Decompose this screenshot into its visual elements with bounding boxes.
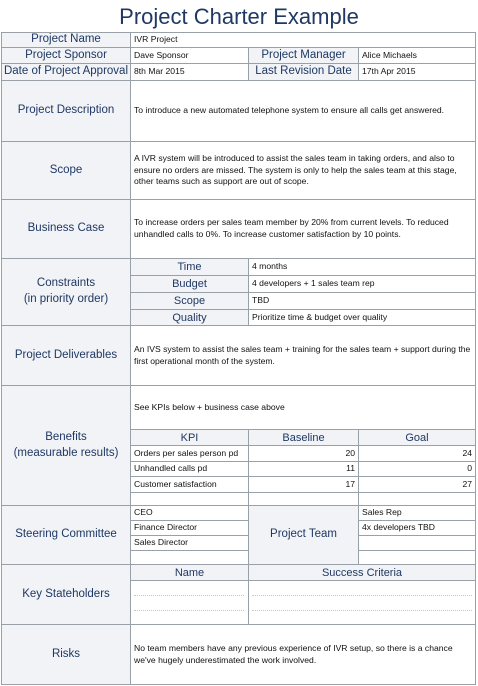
row-divider (252, 595, 472, 596)
key-stakeholders-label: Key Stateholders (1, 564, 131, 625)
constraint-budget-name: Budget (130, 275, 249, 293)
risks-text: No team members have any previous experience of IVR setup, so there is a chance we've hugely underestimated the work involved. (130, 624, 476, 685)
steering-member: Sales Director (130, 535, 249, 551)
business-case-text: To increase orders per sales team member by 20% from current levels. To reduced unhandled calls to 0%. To increase customer satisfaction by 10 points. (130, 199, 476, 259)
project-manager-value: Alice Michaels (358, 47, 476, 64)
success-criteria-header: Success Criteria (248, 564, 476, 581)
constraints-label: Constraints (in priority order) (1, 258, 131, 326)
row-divider (134, 610, 244, 611)
last-revision-value: 17th Apr 2015 (358, 63, 476, 81)
benefits-intro: See KPIs below + business case above (130, 385, 476, 430)
kpi-cell: Customer satisfaction (130, 476, 249, 493)
project-deliverables-label: Project Deliverables (1, 325, 131, 386)
kpi-cell: Orders per sales person pd (130, 445, 249, 462)
goal-header: Goal (358, 429, 476, 446)
constraint-scope-value: TBD (248, 292, 476, 310)
constraint-quality-value: Prioritize time & budget over quality (248, 309, 476, 326)
goal-cell: 0 (358, 461, 476, 477)
baseline-cell: 17 (248, 476, 359, 493)
kpi-header: KPI (130, 429, 249, 446)
stakeholder-names-area (130, 580, 249, 625)
project-deliverables-text: An IVS system to assist the sales team + training for the sales team + support during the first operational month of the system. (130, 325, 476, 386)
team-member: Sales Rep (358, 505, 476, 521)
project-sponsor-label: Project Sponsor (1, 47, 131, 64)
constraint-quality-name: Quality (130, 309, 249, 326)
project-description-label: Project Description (1, 80, 131, 142)
team-member: 4x developers TBD (358, 520, 476, 536)
benefits-label: Benefits (measurable results) (1, 385, 131, 506)
empty-cell (358, 492, 476, 506)
success-criteria-area (248, 580, 476, 625)
date-approval-label: Date of Project Approval (1, 63, 131, 81)
constraint-scope-name: Scope (130, 292, 249, 310)
kpi-cell: Unhandled calls pd (130, 461, 249, 477)
row-divider (134, 595, 244, 596)
goal-cell: 24 (358, 445, 476, 462)
last-revision-label: Last Revision Date (248, 63, 359, 81)
constraint-time-name: Time (130, 258, 249, 276)
steering-member: Finance Director (130, 520, 249, 536)
project-description-text: To introduce a new automated telephone system to ensure all calls get answered. (130, 80, 476, 142)
constraint-budget-value: 4 developers + 1 sales team rep (248, 275, 476, 293)
risks-label: Risks (1, 624, 131, 685)
steering-member: CEO (130, 505, 249, 521)
page-title: Project Charter Example (119, 4, 359, 29)
steering-committee-label: Steering Committee (1, 505, 131, 565)
scope-text: A IVR system will be introduced to assist the sales team in taking orders, and also to ensure no orders are missed. The system is only to help the sales team at this stage, other teams such as support are out of scope. (130, 141, 476, 200)
baseline-cell: 11 (248, 461, 359, 477)
scope-label: Scope (1, 141, 131, 200)
project-manager-label: Project Manager (248, 47, 359, 64)
constraint-time-value: 4 months (248, 258, 476, 276)
empty-cell (248, 492, 359, 506)
date-approval-value: 8th Mar 2015 (130, 63, 249, 81)
project-sponsor-value: Dave Sponsor (130, 47, 249, 64)
baseline-header: Baseline (248, 429, 359, 446)
empty-cell (358, 535, 476, 551)
empty-cell (130, 492, 249, 506)
goal-cell: 27 (358, 476, 476, 493)
row-divider (252, 610, 472, 611)
project-team-label: Project Team (248, 505, 359, 565)
baseline-cell: 20 (248, 445, 359, 462)
project-name-label: Project Name (1, 32, 131, 48)
business-case-label: Business Case (1, 199, 131, 259)
project-name-value: IVR Project (130, 32, 476, 48)
empty-cell (358, 550, 476, 565)
empty-cell (130, 550, 249, 565)
stakeholder-name-header: Name (130, 564, 249, 581)
